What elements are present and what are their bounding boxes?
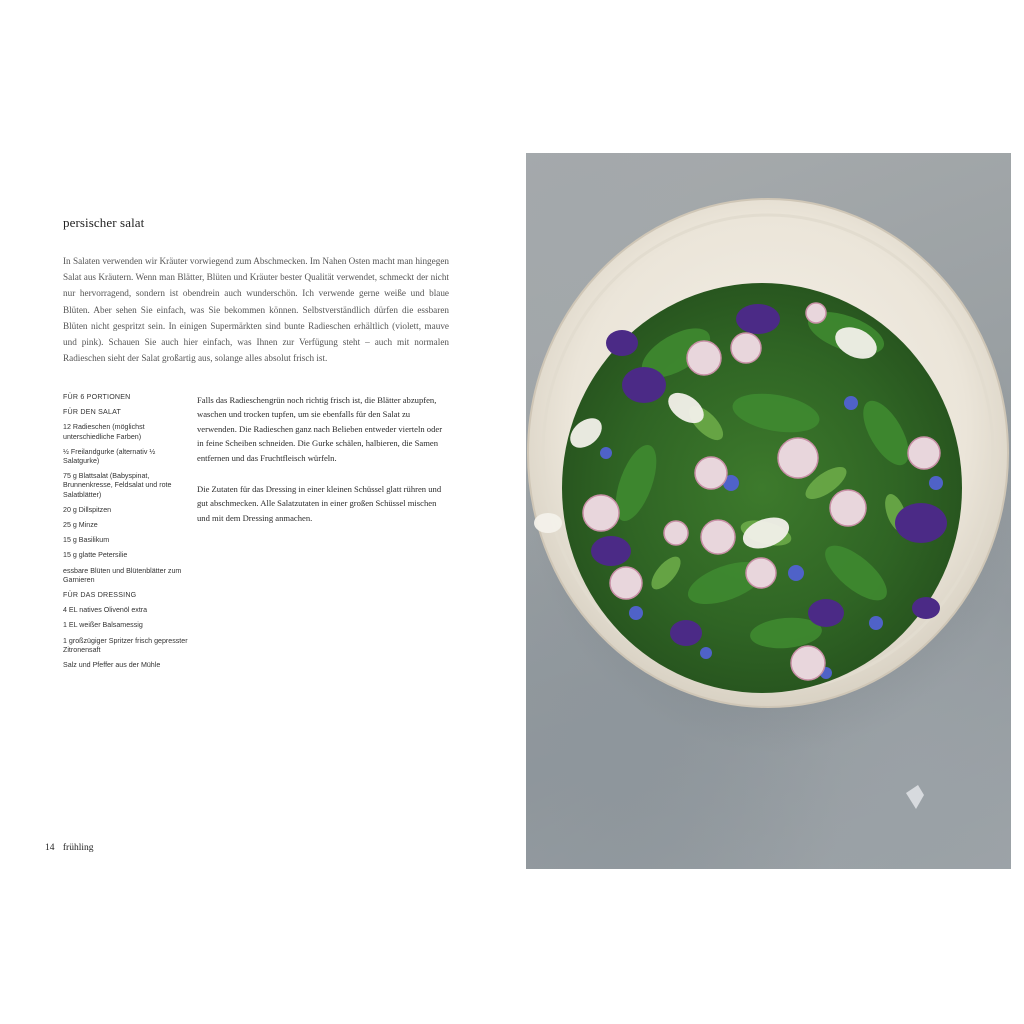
method-text [197,393,450,542]
ingredient-item: 1 EL weißer Balsamessig [63,621,143,630]
method-step: Die Zutaten für das Dressing in einer kleinen Schüssel glatt rühren und gut abschmecken. Alle Salatzutaten in einer großen Schüssel mischen und mit dem Dressing anmachen. [197,484,442,523]
ingredient-item: 20 g Dillspitzen [63,505,112,514]
ingredient-item: 15 g Basilikum [63,536,110,545]
salad-photo [526,153,1011,869]
ingredient-item: ½ Freilandgurke (alternativ ½ Salatgurke) [63,447,156,466]
page-footer [45,843,93,853]
recipe-title: persischer salat [63,215,145,230]
ingredient-item: 4 EL natives Olivenöl extra [63,606,148,615]
ingredient-item: 15 g glatte Petersilie [63,551,128,560]
method-step: Falls das Radieschengrün noch richtig frisch ist, die Blätter abzupfen, waschen und trocken tupfen, um sie ebenfalls für den Salat zu verwenden. Die Radieschen ganz nach Belieben entweder vierteln oder in feine Scheiben schneiden. Die Gurke schälen, halbieren, die Samen entfernen und das Fruchtfleisch würfeln. [197,395,443,463]
ingredient-item: 12 Radieschen (möglichst unterschiedliche Farben) [63,423,145,441]
ingredient-item: 1 großzügiger Spritzer frisch gepresster Zitronensaft [63,636,188,654]
page-number: 14 [45,843,55,853]
dressing-heading: FÜR DAS DRESSING [63,591,137,600]
ingredient-item: 75 g Blattsalat (Babyspinat, Brunnenkresse, Feldsalat und rote Salatblätter) [63,472,172,499]
salad-heading: FÜR DEN SALAT [63,408,122,417]
servings-heading: FÜR 6 PORTIONEN [63,393,131,401]
recipe-intro: In Salaten verwenden wir Kräuter vorwiegend zum Abschmecken. Im Nahen Osten macht man hingegen Salat aus Kräutern. Wenn man Blätter, Blüten und Kräuter bester Qualität verwendet, schmeckt der nicht nur hervorragend, sondern ist obendrein auch wunderschön. Ich verwende gerne weiße und blaue Blüten. Aber sehen Sie einfach, was Sie bekommen können. Selbstverständlich dürfen die essbaren Blüten nicht gespritzt sein. In einigen Supermärkten sind bunte Radieschen erhältlich (violett, mauve und pink). Schauen Sie auch hier einfach, was Ihnen zur Verfügung steht – auch mit normalen Radieschen sieht der Salat großartig aus, solange alles absolut frisch ist. [63,256,449,364]
ingredient-item: 25 g Minze [63,521,98,530]
section-name: frühling [62,843,94,853]
tabletop-flake [906,785,924,809]
salad-bowl-illustration [526,153,1011,869]
ingredient-item: essbare Blüten und Blütenblätter zum Garnieren [63,566,182,584]
ingredient-list [63,393,188,676]
ingredient-item: Salz und Pfeffer aus der Mühle [63,661,161,670]
